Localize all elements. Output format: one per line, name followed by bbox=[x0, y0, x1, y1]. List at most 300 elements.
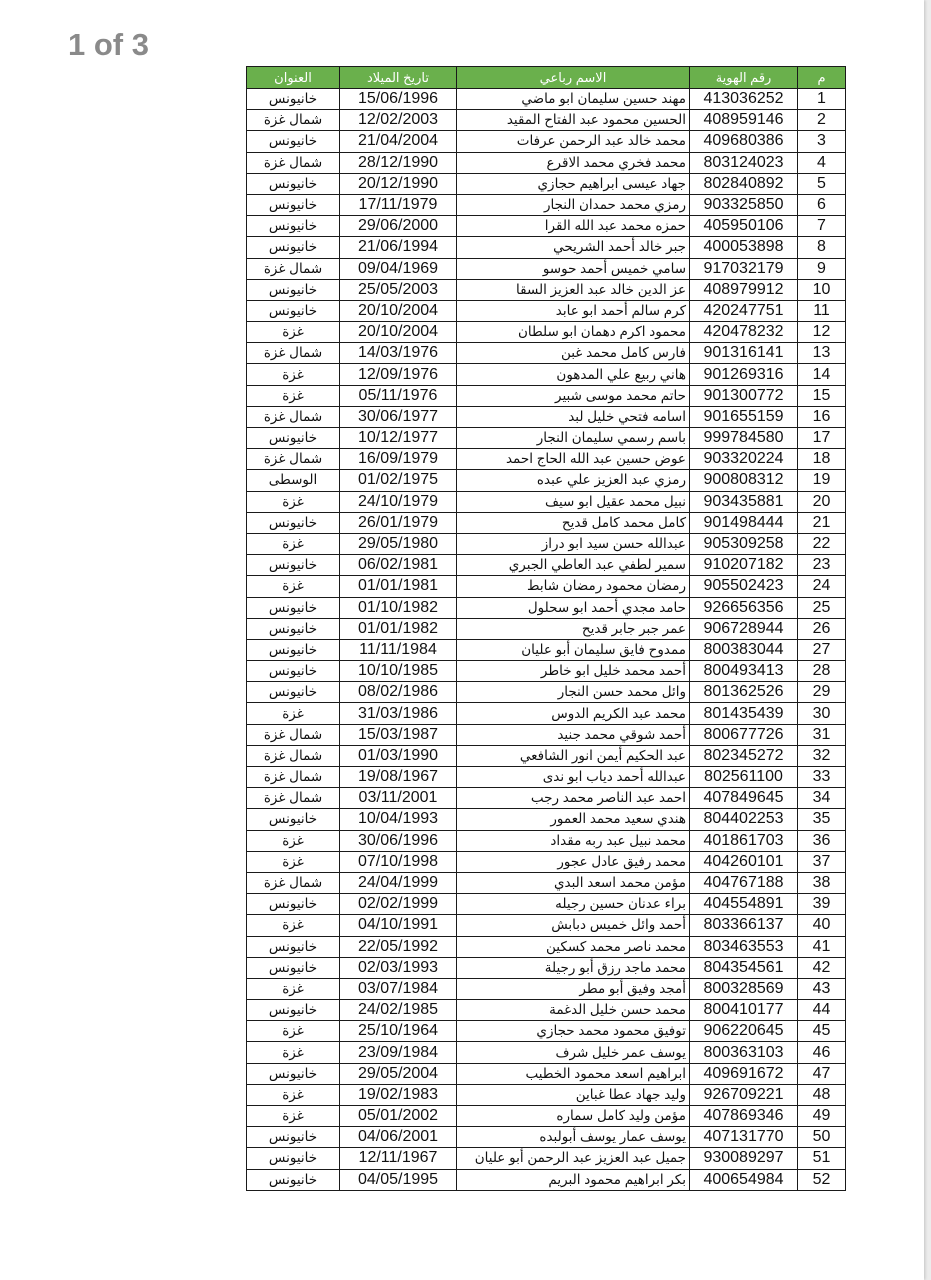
address-cell: خانيونس bbox=[247, 936, 340, 957]
full-name-cell: محمد نبيل عبد ربه مقداد bbox=[457, 830, 690, 851]
birth-date-cell: 02/02/1999 bbox=[340, 894, 457, 915]
row-number-cell: 36 bbox=[798, 830, 846, 851]
birth-date-cell: 11/11/1984 bbox=[340, 639, 457, 660]
address-cell: غزة bbox=[247, 1021, 340, 1042]
table-row bbox=[247, 491, 846, 512]
id-number-cell: 800677726 bbox=[690, 724, 798, 745]
address-cell: غزة bbox=[247, 364, 340, 385]
id-number-cell: 803366137 bbox=[690, 915, 798, 936]
id-number-cell: 804354561 bbox=[690, 957, 798, 978]
address-cell: خانيونس bbox=[247, 300, 340, 321]
birth-date-cell: 29/05/2004 bbox=[340, 1063, 457, 1084]
full-name-cell: جهاد عيسى ابراهيم حجازي bbox=[457, 173, 690, 194]
table-row bbox=[247, 258, 846, 279]
full-name-cell: سمير لطفي عبد العاطي الجبري bbox=[457, 555, 690, 576]
address-cell: خانيونس bbox=[247, 661, 340, 682]
address-cell: خانيونس bbox=[247, 809, 340, 830]
birth-date-cell: 28/12/1990 bbox=[340, 152, 457, 173]
birth-date-cell: 02/03/1993 bbox=[340, 957, 457, 978]
birth-date-cell: 16/09/1979 bbox=[340, 449, 457, 470]
row-number-cell: 22 bbox=[798, 533, 846, 554]
full-name-cell: الحسين محمود عبد الفتاح المقيد bbox=[457, 110, 690, 131]
birth-date-cell: 01/10/1982 bbox=[340, 597, 457, 618]
row-number-cell: 7 bbox=[798, 216, 846, 237]
address-cell: خانيونس bbox=[247, 194, 340, 215]
row-number-cell: 16 bbox=[798, 406, 846, 427]
table-body bbox=[247, 89, 846, 1191]
table-row bbox=[247, 173, 846, 194]
birth-date-cell: 03/07/1984 bbox=[340, 978, 457, 999]
table-row bbox=[247, 428, 846, 449]
birth-date-cell: 25/05/2003 bbox=[340, 279, 457, 300]
full-name-cell: ممدوح فايق سليمان أبو عليان bbox=[457, 639, 690, 660]
address-cell: شمال غزة bbox=[247, 724, 340, 745]
full-name-cell: عز الدين خالد عبد العزيز السقا bbox=[457, 279, 690, 300]
table-row bbox=[247, 110, 846, 131]
full-name-cell: أحمد محمد خليل ابو خاطر bbox=[457, 661, 690, 682]
id-number-cell: 801362526 bbox=[690, 682, 798, 703]
birth-date-cell: 03/11/2001 bbox=[340, 788, 457, 809]
address-cell: خانيونس bbox=[247, 618, 340, 639]
table-row bbox=[247, 1084, 846, 1105]
address-cell: غزة bbox=[247, 978, 340, 999]
table-row bbox=[247, 745, 846, 766]
row-number-cell: 23 bbox=[798, 555, 846, 576]
id-number-cell: 910207182 bbox=[690, 555, 798, 576]
row-number-cell: 27 bbox=[798, 639, 846, 660]
birth-date-cell: 08/02/1986 bbox=[340, 682, 457, 703]
address-cell: شمال غزة bbox=[247, 449, 340, 470]
full-name-cell: رمزي عبد العزيز علي عبده bbox=[457, 470, 690, 491]
birth-date-cell: 29/06/2000 bbox=[340, 216, 457, 237]
address-cell: خانيونس bbox=[247, 237, 340, 258]
full-name-cell: هاني ربيع علي المدهون bbox=[457, 364, 690, 385]
id-number-cell: 803124023 bbox=[690, 152, 798, 173]
birth-date-cell: 01/01/1982 bbox=[340, 618, 457, 639]
full-name-cell: كامل محمد كامل قديح bbox=[457, 512, 690, 533]
id-number-cell: 404767188 bbox=[690, 872, 798, 893]
full-name-cell: هندي سعيد محمد العمور bbox=[457, 809, 690, 830]
table-row bbox=[247, 830, 846, 851]
full-name-cell: عمر جبر جابر قديح bbox=[457, 618, 690, 639]
table-row bbox=[247, 597, 846, 618]
row-number-cell: 32 bbox=[798, 745, 846, 766]
row-number-cell: 44 bbox=[798, 1000, 846, 1021]
full-name-cell: احمد عبد الناصر محمد رجب bbox=[457, 788, 690, 809]
birth-date-cell: 01/01/1981 bbox=[340, 576, 457, 597]
row-number-cell: 46 bbox=[798, 1042, 846, 1063]
address-cell: غزة bbox=[247, 851, 340, 872]
id-number-cell: 409680386 bbox=[690, 131, 798, 152]
table-row bbox=[247, 936, 846, 957]
id-number-cell: 901316141 bbox=[690, 343, 798, 364]
id-number-cell: 800363103 bbox=[690, 1042, 798, 1063]
full-name-cell: مهند حسين سليمان ابو ماضي bbox=[457, 89, 690, 110]
full-name-cell: فارس كامل محمد غبن bbox=[457, 343, 690, 364]
table-row bbox=[247, 767, 846, 788]
table-row bbox=[247, 1042, 846, 1063]
table-row bbox=[247, 1021, 846, 1042]
full-name-cell: توفيق محمود محمد حجازي bbox=[457, 1021, 690, 1042]
row-number-cell: 10 bbox=[798, 279, 846, 300]
row-number-cell: 35 bbox=[798, 809, 846, 830]
address-cell: شمال غزة bbox=[247, 872, 340, 893]
row-number-cell: 15 bbox=[798, 385, 846, 406]
address-cell: شمال غزة bbox=[247, 152, 340, 173]
full-name-cell: أحمد وائل خميس دبابش bbox=[457, 915, 690, 936]
id-number-cell: 401861703 bbox=[690, 830, 798, 851]
birth-date-cell: 20/12/1990 bbox=[340, 173, 457, 194]
birth-date-cell: 26/01/1979 bbox=[340, 512, 457, 533]
id-number-cell: 413036252 bbox=[690, 89, 798, 110]
birth-date-cell: 15/06/1996 bbox=[340, 89, 457, 110]
full-name-cell: عبد الحكيم أيمن انور الشافعي bbox=[457, 745, 690, 766]
birth-date-cell: 17/11/1979 bbox=[340, 194, 457, 215]
id-number-cell: 903325850 bbox=[690, 194, 798, 215]
row-number-cell: 33 bbox=[798, 767, 846, 788]
table-row bbox=[247, 682, 846, 703]
address-cell: غزة bbox=[247, 915, 340, 936]
full-name-cell: نبيل محمد عقيل ابو سيف bbox=[457, 491, 690, 512]
id-number-cell: 800493413 bbox=[690, 661, 798, 682]
id-number-cell: 408959146 bbox=[690, 110, 798, 131]
id-number-cell: 901269316 bbox=[690, 364, 798, 385]
row-number-cell: 49 bbox=[798, 1106, 846, 1127]
address-cell: خانيونس bbox=[247, 89, 340, 110]
id-number-cell: 400654984 bbox=[690, 1169, 798, 1190]
id-number-cell: 802561100 bbox=[690, 767, 798, 788]
table-row bbox=[247, 1000, 846, 1021]
row-number-cell: 18 bbox=[798, 449, 846, 470]
address-cell: غزة bbox=[247, 491, 340, 512]
id-number-cell: 906220645 bbox=[690, 1021, 798, 1042]
table-row bbox=[247, 216, 846, 237]
address-cell: شمال غزة bbox=[247, 258, 340, 279]
id-number-cell: 900808312 bbox=[690, 470, 798, 491]
address-cell: خانيونس bbox=[247, 894, 340, 915]
address-cell: غزة bbox=[247, 385, 340, 406]
row-number-cell: 51 bbox=[798, 1148, 846, 1169]
birth-date-cell: 31/03/1986 bbox=[340, 703, 457, 724]
address-cell: غزة bbox=[247, 1106, 340, 1127]
row-number-cell: 52 bbox=[798, 1169, 846, 1190]
row-number-cell: 28 bbox=[798, 661, 846, 682]
birth-date-cell: 20/10/2004 bbox=[340, 322, 457, 343]
id-number-cell: 800383044 bbox=[690, 639, 798, 660]
row-number-cell: 6 bbox=[798, 194, 846, 215]
full-name-cell: وليد جهاد عطا غباين bbox=[457, 1084, 690, 1105]
row-number-cell: 19 bbox=[798, 470, 846, 491]
header-name: الاسم رباعي bbox=[457, 67, 690, 89]
full-name-cell: بكر ابراهيم محمود البريم bbox=[457, 1169, 690, 1190]
address-cell: خانيونس bbox=[247, 1063, 340, 1084]
full-name-cell: سامي خميس أحمد حوسو bbox=[457, 258, 690, 279]
full-name-cell: ابراهيم اسعد محمود الخطيب bbox=[457, 1063, 690, 1084]
row-number-cell: 26 bbox=[798, 618, 846, 639]
full-name-cell: جبر خالد أحمد الشريحي bbox=[457, 237, 690, 258]
address-cell: خانيونس bbox=[247, 428, 340, 449]
id-number-cell: 407849645 bbox=[690, 788, 798, 809]
table-row bbox=[247, 809, 846, 830]
id-number-cell: 420478232 bbox=[690, 322, 798, 343]
address-cell: غزة bbox=[247, 1042, 340, 1063]
address-cell: خانيونس bbox=[247, 957, 340, 978]
row-number-cell: 13 bbox=[798, 343, 846, 364]
table-row bbox=[247, 978, 846, 999]
full-name-cell: محمد ماجد رزق أبو رجيلة bbox=[457, 957, 690, 978]
row-number-cell: 14 bbox=[798, 364, 846, 385]
address-cell: شمال غزة bbox=[247, 745, 340, 766]
birth-date-cell: 12/11/1967 bbox=[340, 1148, 457, 1169]
address-cell: خانيونس bbox=[247, 173, 340, 194]
table-row bbox=[247, 1169, 846, 1190]
birth-date-cell: 25/10/1964 bbox=[340, 1021, 457, 1042]
id-number-cell: 901498444 bbox=[690, 512, 798, 533]
table-row bbox=[247, 89, 846, 110]
table-row bbox=[247, 1063, 846, 1084]
full-name-cell: جميل عبد العزيز عبد الرحمن أبو عليان bbox=[457, 1148, 690, 1169]
id-number-cell: 903435881 bbox=[690, 491, 798, 512]
birth-date-cell: 24/04/1999 bbox=[340, 872, 457, 893]
table-row bbox=[247, 279, 846, 300]
table-row bbox=[247, 894, 846, 915]
full-name-cell: مؤمن وليد كامل سماره bbox=[457, 1106, 690, 1127]
full-name-cell: عبدالله أحمد دياب ابو ندى bbox=[457, 767, 690, 788]
row-number-cell: 41 bbox=[798, 936, 846, 957]
address-cell: غزة bbox=[247, 703, 340, 724]
full-name-cell: أمجد وفيق أبو مطر bbox=[457, 978, 690, 999]
header-num: م bbox=[798, 67, 846, 89]
table-row bbox=[247, 703, 846, 724]
header-address: العنوان bbox=[247, 67, 340, 89]
full-name-cell: يوسف عمر خليل شرف bbox=[457, 1042, 690, 1063]
table-row bbox=[247, 618, 846, 639]
table-row bbox=[247, 555, 846, 576]
row-number-cell: 9 bbox=[798, 258, 846, 279]
address-cell: شمال غزة bbox=[247, 767, 340, 788]
full-name-cell: رمزي محمد حمدان النجار bbox=[457, 194, 690, 215]
birth-date-cell: 12/09/1976 bbox=[340, 364, 457, 385]
id-number-cell: 901655159 bbox=[690, 406, 798, 427]
address-cell: غزة bbox=[247, 576, 340, 597]
id-number-cell: 404260101 bbox=[690, 851, 798, 872]
address-cell: خانيونس bbox=[247, 597, 340, 618]
header-row bbox=[247, 67, 846, 89]
address-cell: خانيونس bbox=[247, 1169, 340, 1190]
id-number-cell: 926656356 bbox=[690, 597, 798, 618]
full-name-cell: باسم رسمي سليمان النجار bbox=[457, 428, 690, 449]
row-number-cell: 31 bbox=[798, 724, 846, 745]
birth-date-cell: 05/01/2002 bbox=[340, 1106, 457, 1127]
table-row bbox=[247, 343, 846, 364]
row-number-cell: 17 bbox=[798, 428, 846, 449]
address-cell: الوسطى bbox=[247, 470, 340, 491]
birth-date-cell: 21/04/2004 bbox=[340, 131, 457, 152]
full-name-cell: حامد مجدي أحمد ابو سحلول bbox=[457, 597, 690, 618]
birth-date-cell: 19/08/1967 bbox=[340, 767, 457, 788]
birth-date-cell: 04/06/2001 bbox=[340, 1127, 457, 1148]
table-row bbox=[247, 406, 846, 427]
row-number-cell: 8 bbox=[798, 237, 846, 258]
table-row bbox=[247, 788, 846, 809]
birth-date-cell: 04/10/1991 bbox=[340, 915, 457, 936]
birth-date-cell: 10/10/1985 bbox=[340, 661, 457, 682]
id-number-cell: 804402253 bbox=[690, 809, 798, 830]
address-cell: غزة bbox=[247, 322, 340, 343]
full-name-cell: عوض حسين عبد الله الحاج احمد bbox=[457, 449, 690, 470]
birth-date-cell: 24/10/1979 bbox=[340, 491, 457, 512]
row-number-cell: 38 bbox=[798, 872, 846, 893]
id-number-cell: 407869346 bbox=[690, 1106, 798, 1127]
birth-date-cell: 20/10/2004 bbox=[340, 300, 457, 321]
id-number-cell: 405950106 bbox=[690, 216, 798, 237]
row-number-cell: 20 bbox=[798, 491, 846, 512]
table-row bbox=[247, 470, 846, 491]
birth-date-cell: 21/06/1994 bbox=[340, 237, 457, 258]
full-name-cell: عبدالله حسن سيد ابو دراز bbox=[457, 533, 690, 554]
birth-date-cell: 12/02/2003 bbox=[340, 110, 457, 131]
row-number-cell: 50 bbox=[798, 1127, 846, 1148]
full-name-cell: محمد فخري محمد الاقرع bbox=[457, 152, 690, 173]
birth-date-cell: 01/03/1990 bbox=[340, 745, 457, 766]
table-row bbox=[247, 957, 846, 978]
id-number-cell: 408979912 bbox=[690, 279, 798, 300]
row-number-cell: 47 bbox=[798, 1063, 846, 1084]
row-number-cell: 42 bbox=[798, 957, 846, 978]
birth-date-cell: 30/06/1996 bbox=[340, 830, 457, 851]
id-number-cell: 802840892 bbox=[690, 173, 798, 194]
table-row bbox=[247, 385, 846, 406]
address-cell: خانيونس bbox=[247, 1127, 340, 1148]
address-cell: شمال غزة bbox=[247, 110, 340, 131]
table-row bbox=[247, 512, 846, 533]
row-number-cell: 1 bbox=[798, 89, 846, 110]
table-row bbox=[247, 533, 846, 554]
birth-date-cell: 19/02/1983 bbox=[340, 1084, 457, 1105]
full-name-cell: حاتم محمد موسى شبير bbox=[457, 385, 690, 406]
full-name-cell: كرم سالم أحمد ابو عابد bbox=[457, 300, 690, 321]
table-row bbox=[247, 661, 846, 682]
id-number-cell: 800328569 bbox=[690, 978, 798, 999]
birth-date-cell: 15/03/1987 bbox=[340, 724, 457, 745]
address-cell: خانيونس bbox=[247, 682, 340, 703]
address-cell: غزة bbox=[247, 533, 340, 554]
id-number-cell: 905309258 bbox=[690, 533, 798, 554]
full-name-cell: حمزه محمد عبد الله القرا bbox=[457, 216, 690, 237]
id-number-cell: 800410177 bbox=[690, 1000, 798, 1021]
full-name-cell: محمد حسن خليل الدغمة bbox=[457, 1000, 690, 1021]
full-name-cell: محمد رفيق عادل عجور bbox=[457, 851, 690, 872]
full-name-cell: رمضان محمود رمضان شابط bbox=[457, 576, 690, 597]
address-cell: خانيونس bbox=[247, 1000, 340, 1021]
address-cell: غزة bbox=[247, 830, 340, 851]
table-row bbox=[247, 576, 846, 597]
id-number-cell: 926709221 bbox=[690, 1084, 798, 1105]
row-number-cell: 4 bbox=[798, 152, 846, 173]
birth-date-cell: 22/05/1992 bbox=[340, 936, 457, 957]
address-cell: شمال غزة bbox=[247, 788, 340, 809]
id-number-cell: 905502423 bbox=[690, 576, 798, 597]
id-number-cell: 801435439 bbox=[690, 703, 798, 724]
table-row bbox=[247, 237, 846, 258]
row-number-cell: 39 bbox=[798, 894, 846, 915]
row-number-cell: 21 bbox=[798, 512, 846, 533]
birth-date-cell: 05/11/1976 bbox=[340, 385, 457, 406]
birth-date-cell: 10/04/1993 bbox=[340, 809, 457, 830]
table-header bbox=[247, 67, 846, 89]
id-number-cell: 999784580 bbox=[690, 428, 798, 449]
table-row bbox=[247, 639, 846, 660]
full-name-cell: أحمد شوقي محمد جنيد bbox=[457, 724, 690, 745]
id-number-cell: 917032179 bbox=[690, 258, 798, 279]
table-row bbox=[247, 194, 846, 215]
row-number-cell: 29 bbox=[798, 682, 846, 703]
row-number-cell: 25 bbox=[798, 597, 846, 618]
birth-date-cell: 04/05/1995 bbox=[340, 1169, 457, 1190]
birth-date-cell: 29/05/1980 bbox=[340, 533, 457, 554]
header-id: رقم الهوية bbox=[690, 67, 798, 89]
table-row bbox=[247, 915, 846, 936]
address-cell: خانيونس bbox=[247, 639, 340, 660]
id-number-cell: 400053898 bbox=[690, 237, 798, 258]
table-row bbox=[247, 872, 846, 893]
row-number-cell: 45 bbox=[798, 1021, 846, 1042]
row-number-cell: 12 bbox=[798, 322, 846, 343]
birth-date-cell: 09/04/1969 bbox=[340, 258, 457, 279]
row-number-cell: 2 bbox=[798, 110, 846, 131]
birth-date-cell: 24/02/1985 bbox=[340, 1000, 457, 1021]
table-row bbox=[247, 449, 846, 470]
table-row bbox=[247, 322, 846, 343]
birth-date-cell: 01/02/1975 bbox=[340, 470, 457, 491]
table-row bbox=[247, 1127, 846, 1148]
birth-date-cell: 30/06/1977 bbox=[340, 406, 457, 427]
id-number-cell: 420247751 bbox=[690, 300, 798, 321]
full-name-cell: اسامه فتحي خليل لبد bbox=[457, 406, 690, 427]
full-name-cell: محمد خالد عبد الرحمن عرفات bbox=[457, 131, 690, 152]
address-cell: شمال غزة bbox=[247, 406, 340, 427]
row-number-cell: 40 bbox=[798, 915, 846, 936]
row-number-cell: 43 bbox=[798, 978, 846, 999]
address-cell: شمال غزة bbox=[247, 343, 340, 364]
row-number-cell: 30 bbox=[798, 703, 846, 724]
address-cell: غزة bbox=[247, 1084, 340, 1105]
address-cell: خانيونس bbox=[247, 216, 340, 237]
table-row bbox=[247, 300, 846, 321]
page-counter: 1 of 3 bbox=[68, 27, 149, 62]
birth-date-cell: 14/03/1976 bbox=[340, 343, 457, 364]
roster-table bbox=[246, 66, 846, 1191]
row-number-cell: 5 bbox=[798, 173, 846, 194]
full-name-cell: مؤمن محمد اسعد البدي bbox=[457, 872, 690, 893]
birth-date-cell: 06/02/1981 bbox=[340, 555, 457, 576]
birth-date-cell: 07/10/1998 bbox=[340, 851, 457, 872]
id-number-cell: 802345272 bbox=[690, 745, 798, 766]
id-number-cell: 407131770 bbox=[690, 1127, 798, 1148]
id-number-cell: 901300772 bbox=[690, 385, 798, 406]
id-number-cell: 404554891 bbox=[690, 894, 798, 915]
row-number-cell: 37 bbox=[798, 851, 846, 872]
full-name-cell: محمد عبد الكريم الدوس bbox=[457, 703, 690, 724]
full-name-cell: وائل محمد حسن النجار bbox=[457, 682, 690, 703]
table-row bbox=[247, 851, 846, 872]
row-number-cell: 3 bbox=[798, 131, 846, 152]
id-number-cell: 409691672 bbox=[690, 1063, 798, 1084]
full-name-cell: محمد ناصر محمد كسكين bbox=[457, 936, 690, 957]
row-number-cell: 24 bbox=[798, 576, 846, 597]
table-row bbox=[247, 364, 846, 385]
table-row bbox=[247, 1106, 846, 1127]
